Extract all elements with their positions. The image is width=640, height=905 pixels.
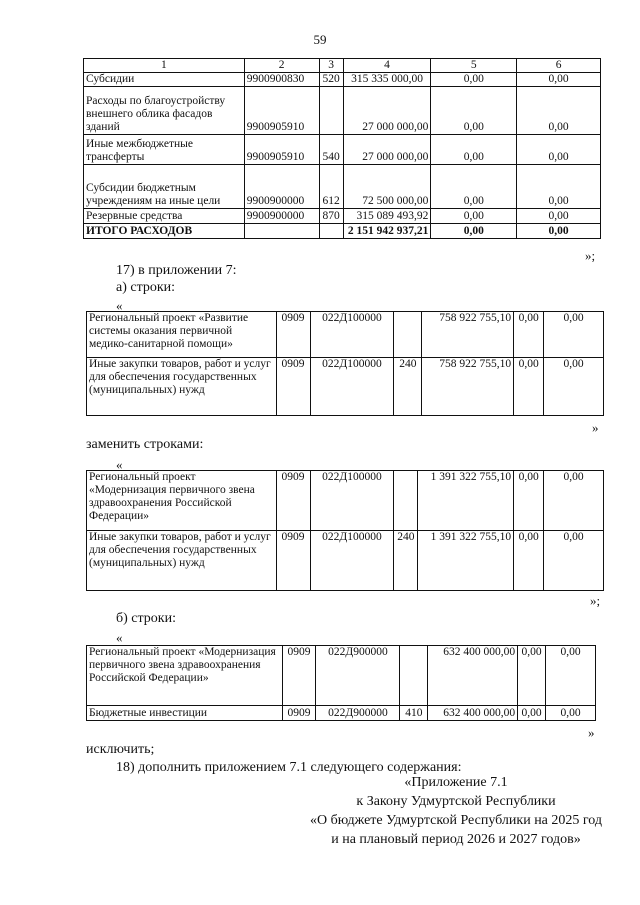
row-amount-2027: 0,00 bbox=[517, 73, 601, 87]
closing-quote: » bbox=[588, 725, 595, 740]
header-cell: 1 bbox=[84, 59, 245, 73]
row-amount: 758 922 755,10 bbox=[422, 358, 514, 416]
row-name: Региональный проект «Модернизация первичного звена здравоохранения Российской Федерации» bbox=[87, 471, 277, 531]
row-type: 870 bbox=[319, 209, 343, 224]
row-type: 410 bbox=[400, 706, 428, 721]
row-amount-2026: 0,00 bbox=[514, 471, 544, 531]
total-amount-2026: 0,00 bbox=[431, 224, 517, 239]
row-amount-2027: 0,00 bbox=[546, 646, 596, 706]
closing-quote: »; bbox=[590, 593, 601, 608]
appendix-line: «О бюджете Удмуртской Республики на 2025 год bbox=[309, 813, 603, 828]
table-row bbox=[87, 646, 596, 706]
row-name: Субсидии bbox=[84, 73, 245, 87]
row-code: 022Д900000 bbox=[316, 646, 400, 706]
row-amount: 27 000 000,00 bbox=[343, 135, 431, 165]
row-code: 9900905910 bbox=[244, 87, 319, 135]
row-amount: 758 922 755,10 bbox=[422, 312, 514, 358]
row-amount-2026: 0,00 bbox=[514, 531, 544, 591]
row-code: 022Д100000 bbox=[310, 471, 394, 531]
row-name: Иные закупки товаров, работ и услуг для обеспечения государственных (муниципальных) нужд bbox=[87, 358, 277, 416]
appendix-header bbox=[296, 775, 616, 848]
table-row bbox=[87, 471, 604, 531]
row-section: 0909 bbox=[276, 471, 310, 531]
row-amount-2027: 0,00 bbox=[544, 312, 604, 358]
row-amount-2027: 0,00 bbox=[517, 135, 601, 165]
row-name: Региональный проект «Модернизация первичного звена здравоохранения Российской Федерации» bbox=[87, 646, 283, 706]
row-code: 9900905910 bbox=[244, 135, 319, 165]
row-code: 022Д100000 bbox=[310, 531, 394, 591]
header-cell: 4 bbox=[343, 59, 431, 73]
table-row bbox=[84, 73, 601, 87]
row-amount-2027: 0,00 bbox=[546, 706, 596, 721]
row-amount-2027: 0,00 bbox=[544, 358, 604, 416]
appendix-line: и на плановый период 2026 и 2027 годов» bbox=[331, 832, 581, 847]
header-cell: 6 bbox=[517, 59, 601, 73]
row-amount-2027: 0,00 bbox=[517, 209, 601, 224]
row-type: 540 bbox=[319, 135, 343, 165]
row-code: 022Д900000 bbox=[316, 706, 400, 721]
row-amount-2026: 0,00 bbox=[431, 73, 517, 87]
item-17: 17) в приложении 7: bbox=[116, 263, 237, 278]
table-row bbox=[84, 87, 601, 135]
row-section: 0909 bbox=[282, 646, 316, 706]
row-name: Субсидии бюджетным учреждениям на иные цели bbox=[84, 165, 245, 209]
row-amount-2026: 0,00 bbox=[514, 312, 544, 358]
rows-a-table bbox=[86, 311, 604, 416]
header-cell: 5 bbox=[431, 59, 517, 73]
row-type: 240 bbox=[394, 358, 422, 416]
total-row bbox=[84, 224, 601, 239]
replace-with-text: заменить строками: bbox=[86, 437, 204, 452]
total-amount: 2 151 942 937,21 bbox=[343, 224, 431, 239]
total-type bbox=[319, 224, 343, 239]
page-number: 59 bbox=[313, 32, 327, 47]
total-label: ИТОГО РАСХОДОВ bbox=[84, 224, 245, 239]
row-amount: 72 500 000,00 bbox=[343, 165, 431, 209]
opening-quote: « bbox=[116, 630, 123, 645]
row-type bbox=[394, 471, 418, 531]
table-row bbox=[84, 165, 601, 209]
header-cell: 3 bbox=[319, 59, 343, 73]
sub-item-b: б) строки: bbox=[116, 611, 176, 626]
row-type bbox=[319, 87, 343, 135]
row-type: 240 bbox=[394, 531, 418, 591]
row-amount-2026: 0,00 bbox=[431, 165, 517, 209]
row-name: Иные межбюджетные трансферты bbox=[84, 135, 245, 165]
row-amount: 315 089 493,92 bbox=[343, 209, 431, 224]
row-section: 0909 bbox=[276, 358, 310, 416]
row-section: 0909 bbox=[282, 706, 316, 721]
row-section: 0909 bbox=[276, 531, 310, 591]
row-amount-2026: 0,00 bbox=[518, 706, 546, 721]
appendix-line: к Закону Удмуртской Республики bbox=[356, 794, 556, 809]
table-header-row bbox=[84, 59, 601, 73]
row-code: 9900900000 bbox=[244, 209, 319, 224]
row-amount-2027: 0,00 bbox=[517, 87, 601, 135]
row-amount-2027: 0,00 bbox=[544, 471, 604, 531]
opening-quote: « bbox=[116, 457, 123, 472]
row-amount-2026: 0,00 bbox=[518, 646, 546, 706]
row-amount: 315 335 000,00 bbox=[343, 73, 431, 87]
row-code: 022Д100000 bbox=[310, 358, 394, 416]
table-row bbox=[84, 135, 601, 165]
replacement-rows-table bbox=[86, 470, 604, 591]
row-amount: 1 391 322 755,10 bbox=[418, 471, 514, 531]
table-row bbox=[87, 531, 604, 591]
row-code: 022Д100000 bbox=[310, 312, 394, 358]
row-type: 520 bbox=[319, 73, 343, 87]
row-amount: 632 400 000,00 bbox=[428, 706, 518, 721]
total-code bbox=[244, 224, 319, 239]
rows-b-table bbox=[86, 645, 596, 721]
row-name: Бюджетные инвестиции bbox=[87, 706, 283, 721]
row-type bbox=[394, 312, 422, 358]
row-section: 0909 bbox=[276, 312, 310, 358]
row-amount: 1 391 322 755,10 bbox=[418, 531, 514, 591]
sub-item-a: а) строки: bbox=[116, 280, 176, 295]
table-row bbox=[87, 706, 596, 721]
row-name: Резервные средства bbox=[84, 209, 245, 224]
table-row bbox=[87, 358, 604, 416]
row-amount-2026: 0,00 bbox=[431, 135, 517, 165]
row-amount-2026: 0,00 bbox=[431, 87, 517, 135]
total-amount-2027: 0,00 bbox=[517, 224, 601, 239]
row-type: 612 bbox=[319, 165, 343, 209]
expenses-table bbox=[83, 58, 601, 239]
exclude-text: исключить; bbox=[86, 742, 155, 757]
row-name: Иные закупки товаров, работ и услуг для обеспечения государственных (муниципальных) нужд bbox=[87, 531, 277, 591]
table-row bbox=[87, 312, 604, 358]
header-cell: 2 bbox=[244, 59, 319, 73]
row-type bbox=[400, 646, 428, 706]
row-name: Региональный проект «Развитие системы оказания первичной медико-санитарной помощи» bbox=[87, 312, 277, 358]
row-amount-2026: 0,00 bbox=[514, 358, 544, 416]
closing-quote: »; bbox=[585, 248, 596, 263]
row-amount-2027: 0,00 bbox=[544, 531, 604, 591]
row-name: Расходы по благоустройству внешнего облика фасадов зданий bbox=[84, 87, 245, 135]
closing-quote: » bbox=[592, 420, 599, 435]
opening-quote: « bbox=[116, 298, 123, 313]
row-amount-2026: 0,00 bbox=[431, 209, 517, 224]
row-amount: 632 400 000,00 bbox=[428, 646, 518, 706]
row-code: 9900900000 bbox=[244, 165, 319, 209]
appendix-line: «Приложение 7.1 bbox=[404, 775, 508, 790]
row-amount-2027: 0,00 bbox=[517, 165, 601, 209]
row-code: 9900900830 bbox=[244, 73, 319, 87]
row-amount: 27 000 000,00 bbox=[343, 87, 431, 135]
table-row bbox=[84, 209, 601, 224]
item-18: 18) дополнить приложением 7.1 следующего содержания: bbox=[116, 760, 462, 775]
